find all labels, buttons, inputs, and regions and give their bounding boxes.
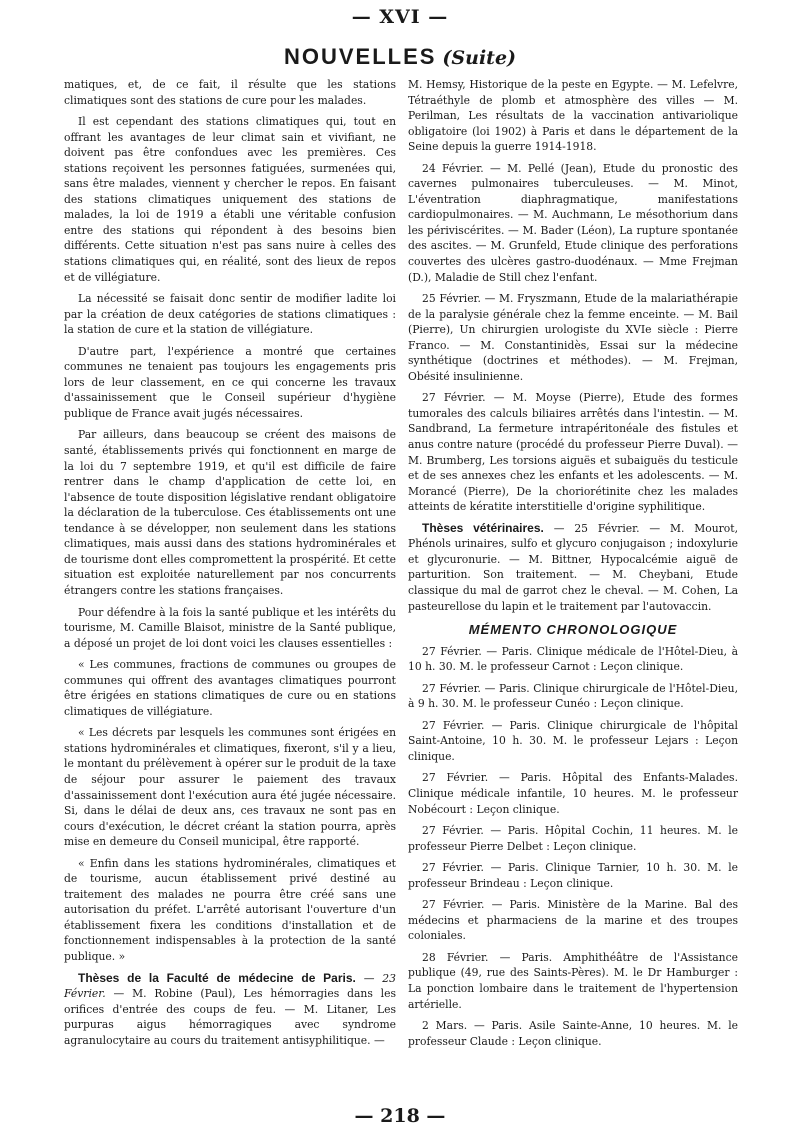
page-title bbox=[0, 44, 800, 70]
memento-entry: 27 Février. — Paris. Hôpital Cochin, 11 heures. M. le professeur Pierre Delbet : Leçon clinique. bbox=[408, 824, 738, 853]
section-subtitle: (Suite) bbox=[442, 47, 517, 69]
paragraph: Pour défendre à la fois la santé publique et les intérêts du tourisme, M. Camille Blaisot, ministre de la Santé publique, a déposé un projet de loi dont voici les clauses essentielles : bbox=[64, 605, 396, 650]
vet-theses-body: — 25 Février. — M. Mourot, Phénols urinaires, sulfo et glycuro conjugaison ; indoxylurie et glycuronurie. — M. Bittner, Hypocalcémie aiguë de parturition. Son traitement. — M. Cheybani, Etude classique du mal de garrot chez le cheval. — M. Cohen, La pasteurellose du lapin et le traitement par l'autovaccin. bbox=[408, 521, 739, 613]
section-title: NOUVELLES bbox=[283, 44, 437, 69]
memento-entry: 28 Février. — Paris. Amphithéâtre de l'Assistance publique (49, rue des Saints-Pères). M. le Dr Hamburger : La ponction lombaire dans le traitement de l'hypertension artérielle. bbox=[408, 950, 738, 1011]
left-column bbox=[64, 77, 396, 1054]
theses-body: — M. Robine (Paul), Les hémorragies dans les orifices d'entrée des coups de feu. — M. Litaner, Les purpuras aigus hémorragiques avec syndrome agranulocytaire au cours du traitement antisyphilitique. — bbox=[64, 987, 396, 1047]
paragraph: La nécessité se faisait donc sentir de modifier ladite loi par la création de deux catégories de stations climatiques : la station de cure et la station de villégiature. bbox=[64, 292, 396, 337]
quote-paragraph: « Enfin dans les stations hydrominérales, climatiques et de tourisme, aucun établissement privé destiné au traitement des malades ne pourra être créé sans une autorisation du préfet. L'arrêté autorisant l'ouverture d'un établissement fixera les conditions d'installation et de fonctionnement indispensables à la protection de la santé publique. » bbox=[64, 856, 396, 963]
memento-heading: MÉMENTO CHRONOLOGIQUE bbox=[468, 622, 678, 638]
right-column bbox=[408, 77, 738, 1055]
memento-entry: 27 Février. — Paris. Hôpital des Enfants-Malades. Clinique médicale infantile, 10 heures. M. le professeur Nobécourt : Leçon clinique. bbox=[408, 771, 738, 816]
memento-entry: 27 Février. — Paris. Clinique Tarnier, 10 h. 30. M. le professeur Brindeau : Leçon clinique. bbox=[408, 861, 738, 890]
quote-paragraph: « Les communes, fractions de communes ou groupes de communes qui offrent des avantages climatiques pourront être érigées en stations climatiques de cure ou en stations climatiques de villégiature. bbox=[64, 658, 396, 718]
quote-paragraph: « Les décrets par lesquels les communes sont érigées en stations hydrominérales et climatiques, fixeront, s'il y a lieu, le montant du prélèvement à opérer sur le produit de la taxe de séjour pour assurer le paiement des travaux d'assainissement dont l'exécution aura été jugée nécessaire. Si, dans le délai de deux ans, ces travaux ne sont pas en cours d'exécution, le décret créant la station pourra, après mise en demeure du Conseil municipal, être rapporté. bbox=[64, 726, 396, 849]
theses-date: — 23 Février. bbox=[64, 971, 396, 1001]
memento-entry: 27 Février. — Paris. Clinique chirurgicale de l'Hôtel-Dieu, à 9 h. 30. M. le professeur Cunéo : Leçon clinique. bbox=[408, 681, 738, 711]
paragraph: 24 Février. — M. Pellé (Jean), Etude du pronostic des cavernes pulmonaires tuberculeuses. — M. Minot, L'éventration diaphragmatique, manifestations cardiopulmonaires. — M. Auchmann, Le mésothorium dans les périviscérites. — M. Bader (Léon), La rupture spontanée des ascites. — M. Grunfeld, Etude clinique des perforations couvertes des ulcères gastro-duodénaux. — Mme Frejman (D.), Maladie de Still chez l'enfant. bbox=[408, 161, 738, 284]
paragraph: Il est cependant des stations climatiques qui, tout en offrant les avantages de leur climat sain et vivifiant, ne doivent pas être confondues avec les premières. Ces stations reçoivent les personnes fatiguées, surmenées qui, sans être malades, viennent y chercher le repos. En faisant des stations climatiques uniquement des stations de malades, la loi de 1919 a établi une véritable confusion entre des stations qui répondent à des besoins bien différents. Cette situation n'est pas sans nuire à celles des stations climatiques qui, en réalité, sont des lieux de repos et de villégiature. bbox=[64, 115, 396, 284]
paragraph: D'autre part, l'expérience a montré que certaines communes ne tenaient pas toujours les engagements pris lors de leur classement, en ce qui concerne les travaux d'assainissement que le Conseil supérieur d'hygiène publique de France avait jugés nécessaires. bbox=[64, 344, 396, 420]
theses-paragraph bbox=[64, 971, 396, 1049]
memento-entry: 27 Février. — Paris. Ministère de la Marine. Bal des médecins et pharmaciens de la marine et des troupes coloniales. bbox=[408, 898, 738, 943]
memento-entry: 2 Mars. — Paris. Asile Sainte-Anne, 10 heures. M. le professeur Claude : Leçon clinique. bbox=[408, 1019, 738, 1048]
vet-theses-heading: Thèses vétérinaires. bbox=[422, 520, 544, 535]
roman-folio: — XVI — bbox=[351, 6, 449, 28]
paragraph: M. Hemsy, Historique de la peste en Egypte. — M. Lefelvre, Tétraéthyle de plomb et atmosphère des villes — M. Perilman, Les résultats de la vaccination antivariolique obligatoire (loi 1902) à Paris et dans le département de la Seine depuis la guerre 1914-1918. bbox=[408, 78, 738, 154]
theses-heading: Thèses de la Faculté de médecine de Paris. bbox=[78, 970, 356, 985]
paragraph: 25 Février. — M. Fryszmann, Etude de la malariathérapie de la paralysie générale chez la femme enceinte. — M. Bail (Pierre), Un chirurgien urologiste du XVIe siècle : Pierre Franco. — M. Constantinidès, Essai sur la médecine synthétique (doctrines et méthodes). — M. Frejman, Obésité insulinienne. bbox=[408, 292, 738, 383]
memento-entry: 27 Février. — Paris. Clinique chirurgicale de l'hôpital Saint-Antoine, 10 h. 30. M. le professeur Lejars : Leçon clinique. bbox=[408, 718, 738, 763]
page-number: — 218 — bbox=[354, 1105, 446, 1127]
paragraph: Par ailleurs, dans beaucoup se créent des maisons de santé, établissements privés qui fonctionnent en marge de la loi du 7 septembre 1919, et qu'il est difficile de faire rentrer dans le champ d'application de cette loi, en l'absence de toute disposition législative rendant obligatoire la déclaration de la tuberculose. Ces établissements ont une tendance à se développer, non seulement dans les stations climatiques, mais aussi dans des stations hydrominérales et de tourisme dont elles compromettent la prospérité. Et cette situation est exploitée naturellement par nos concurrents étrangers contre les stations françaises. bbox=[64, 428, 396, 597]
paragraph: matiques, et, de ce fait, il résulte que les stations climatiques sont des stations de cure pour les malades. bbox=[64, 78, 396, 107]
memento-entry: 27 Février. — Paris. Clinique médicale de l'Hôtel-Dieu, à 10 h. 30. M. le professeur Carnot : Leçon clinique. bbox=[408, 644, 738, 674]
vet-theses-paragraph bbox=[408, 521, 738, 614]
paragraph: 27 Février. — M. Moyse (Pierre), Etude des formes tumorales des calculs biliaires arrêtés dans l'intestin. — M. Sandbrand, La fermeture intrapéritonéale des fistules et anus contre nature (procédé du professeur Pierre Duval). — M. Brumberg, Les torsions aiguës et subaiguës du testicule et de ses annexes chez les enfants et les adolescents. — M. Morancé (Pierre), De la choriorétinite chez les malades atteints de kératite interstitielle d'origine syphilitique. bbox=[408, 391, 738, 514]
